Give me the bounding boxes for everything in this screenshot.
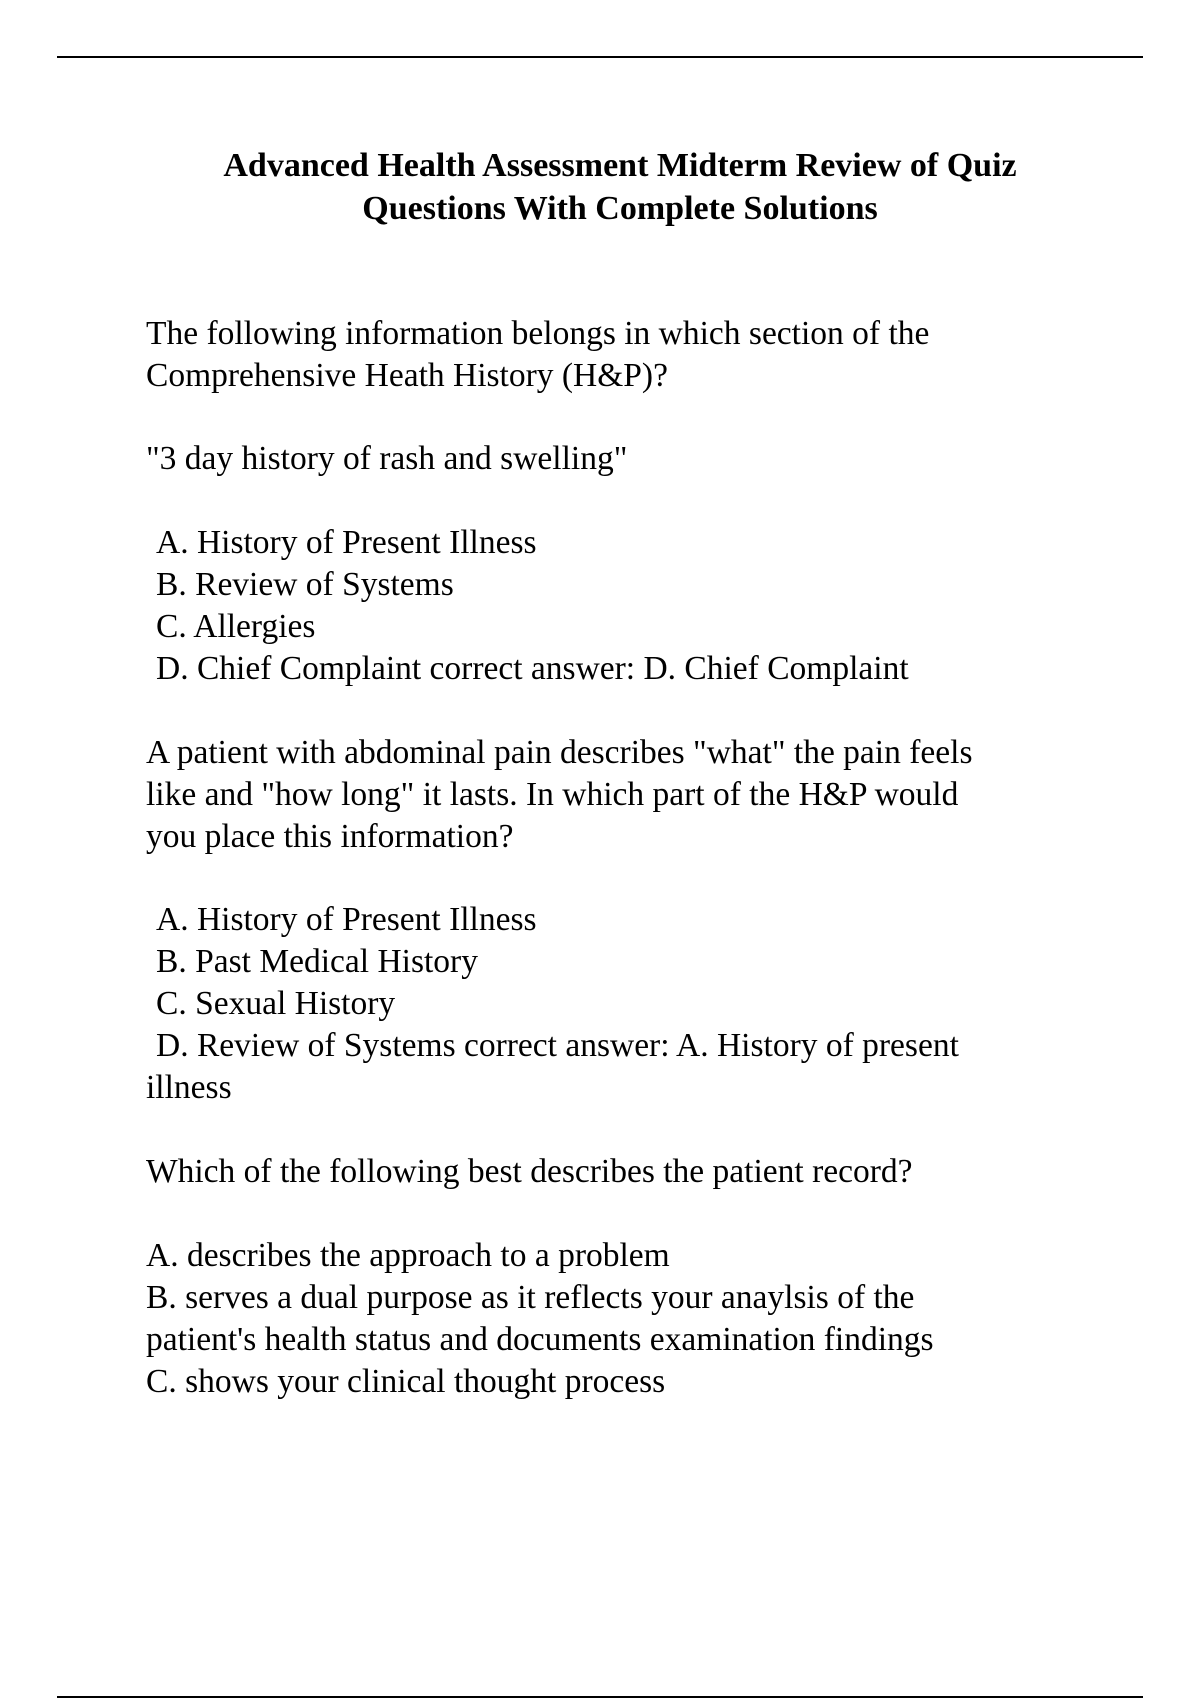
top-rule [57,56,1143,58]
answer-continuation-line: illness [146,1069,232,1106]
document-title [140,144,1100,230]
prompt-line: like and "how long" it lasts. In which part of the H&P would [146,776,959,813]
option-line-with-answer: D. Review of Systems correct answer: A. History of present [156,1027,959,1064]
option-line: A. History of Present Illness [156,901,537,938]
prompt-line: Which of the following best describes the patient record? [146,1153,913,1190]
title-line: Questions With Complete Solutions [362,190,878,227]
option-line: A. describes the approach to a problem [146,1237,670,1274]
option-line: C. shows your clinical thought process [146,1363,666,1400]
quote-line: "3 day history of rash and swelling" [146,440,628,477]
option-line: A. History of Present Illness [156,524,537,561]
question-1-options [146,522,1066,690]
option-line: B. Review of Systems [156,566,454,603]
question-1-quote [146,438,1066,480]
option-line-with-answer: D. Chief Complaint correct answer: D. Chief Complaint [156,650,909,687]
option-line: C. Sexual History [156,985,396,1022]
option-line: B. serves a dual purpose as it reflects your anaylsis of the [146,1279,915,1316]
prompt-line: you place this information? [146,818,514,855]
prompt-line: Comprehensive Heath History (H&P)? [146,357,668,394]
question-3-options [146,1235,1066,1403]
title-line: Advanced Health Assessment Midterm Review of Quiz [223,147,1017,184]
prompt-line: A patient with abdominal pain describes "what" the pain feels [146,734,973,771]
question-3-prompt [146,1151,1066,1193]
question-2-prompt [146,732,1066,858]
prompt-line: The following information belongs in which section of the [146,315,930,352]
option-line: patient's health status and documents examination findings [146,1321,934,1358]
option-line: C. Allergies [156,608,316,645]
question-2-options [146,899,1066,1109]
option-line: B. Past Medical History [156,943,478,980]
question-1-prompt [146,313,1066,397]
bottom-rule [57,1696,1143,1698]
